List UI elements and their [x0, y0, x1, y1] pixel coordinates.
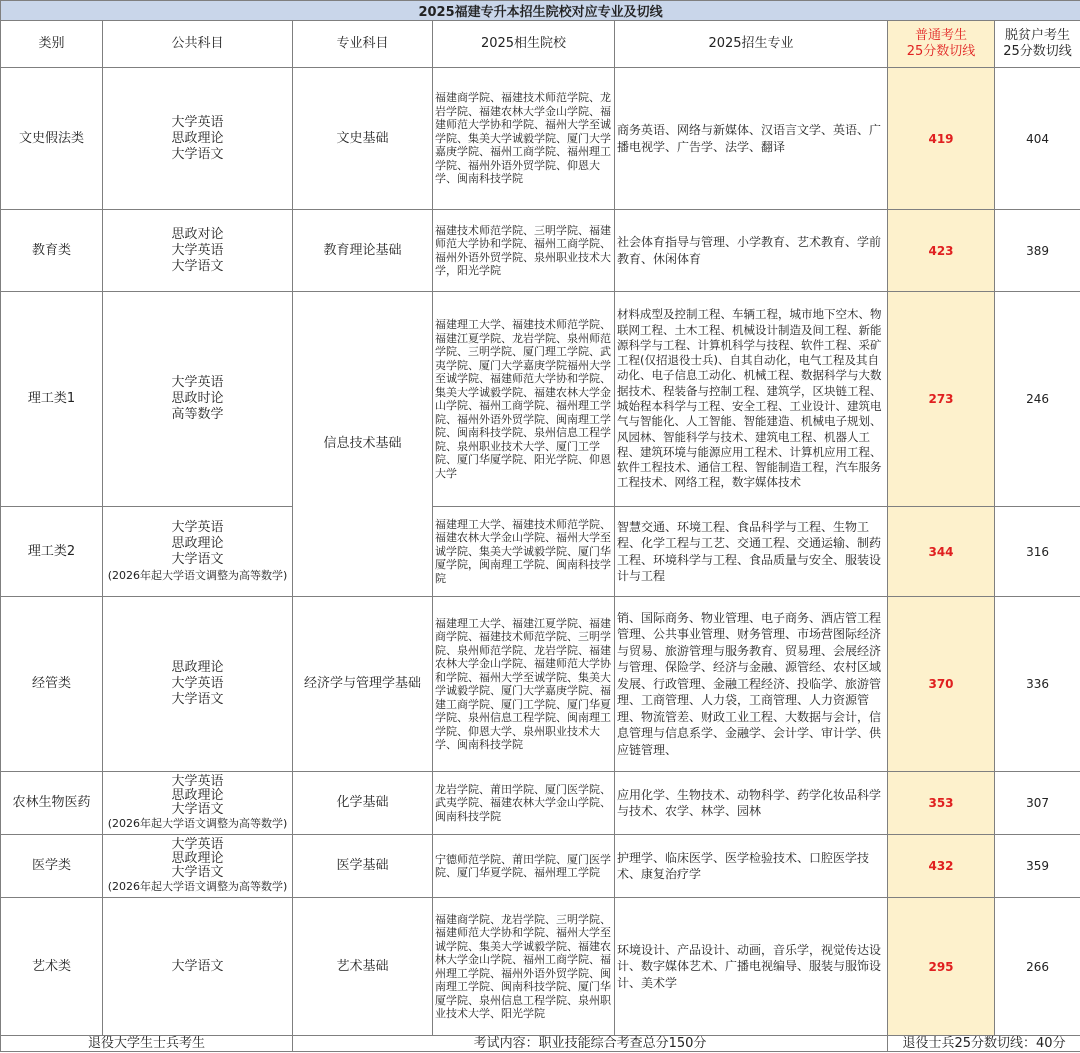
normal-cutoff-cell: 419 — [888, 68, 995, 210]
majors-cell: 智慧交通、环境工程、食品科学与工程、生物工程、化学工程与工艺、交通工程、交通运输、制药工程、环境科学与工程、食品质量与安全、服装设计与工程 — [615, 507, 888, 597]
public-subjects-cell: 思政对论 大学英语 大学语文 — [103, 210, 293, 292]
table-row — [1, 507, 1080, 597]
normal-cutoff-cell: 432 — [888, 835, 995, 898]
public-subjects-cell: 大学英语 思政理论 大学语文 (2026年起大学语文调整为高等数学) — [103, 835, 293, 898]
table-row — [1, 597, 1080, 772]
category-cell: 教育类 — [1, 210, 103, 292]
normal-cutoff-cell: 344 — [888, 507, 995, 597]
major-subject-cell: 经济学与管理学基础 — [293, 597, 433, 772]
schools-cell: 龙岩学院、莆田学院、厦门医学院、武夷学院、福建农林大学金山学院、闽南科技学院 — [433, 772, 615, 835]
table-row — [1, 835, 1080, 898]
footer-row — [1, 1036, 1080, 1052]
title-row — [1, 1, 1080, 21]
table-title: 2025福建专升本招生院校对应专业及切线 — [1, 1, 1080, 21]
major-subject-cell: 艺术基础 — [293, 898, 433, 1036]
category-cell: 艺术类 — [1, 898, 103, 1036]
public-subjects-cell: 思政理论 大学英语 大学语文 — [103, 597, 293, 772]
category-cell: 农林生物医药 — [1, 772, 103, 835]
header-normal-cutoff: 普通考生 25分数切线 — [888, 21, 995, 68]
header-majors: 2025招生专业 — [615, 21, 888, 68]
schools-cell: 宁德师范学院、莆田学院、厦门医学院、厦门华夏学院、福州理工学院 — [433, 835, 615, 898]
category-cell: 理工类1 — [1, 292, 103, 507]
schools-cell: 福建理工大学、福建技术师范学院、福建农林大学金山学院、福州大学至诚学院、集美大学诚毅学院、厦门华厦学院，闽南理工学院、闽南科技学院 — [433, 507, 615, 597]
poverty-cutoff-cell: 359 — [995, 835, 1080, 898]
majors-cell: 环境设计、产品设计、动画，音乐学，视觉传达设计、数字媒体艺术、广播电视编导、服装与服饰设计、美术学 — [615, 898, 888, 1036]
public-subjects-cell: 大学语文 — [103, 898, 293, 1036]
major-subject-cell: 化学基础 — [293, 772, 433, 835]
majors-cell: 应用化学、生物技术、动物科学、药学化妆品科学与技术、农学、林学、园林 — [615, 772, 888, 835]
poverty-cutoff-cell: 316 — [995, 507, 1080, 597]
category-cell: 医学类 — [1, 835, 103, 898]
table-row — [1, 898, 1080, 1036]
normal-cutoff-cell: 353 — [888, 772, 995, 835]
poverty-cutoff-cell: 336 — [995, 597, 1080, 772]
major-subject-cell: 文史基础 — [293, 68, 433, 210]
table-row — [1, 292, 1080, 507]
table-row — [1, 210, 1080, 292]
schools-cell: 福建商学院、龙岩学院、三明学院、福建师范大学协和学院、福州大学至诚学院、集美大学诚毅学院、福建农林大学金山学院、福州工商学院、福州理工学院、福州外语外贸学院、闽南理工学院、闽南科技学院、厦门华厦学院、泉州信息工程学院、泉州职业技术大学、阳光学院 — [433, 898, 615, 1036]
public-subjects-cell: 大学英语 思政理论 大学语文 — [103, 68, 293, 210]
majors-cell: 商务英语、网络与新媒体、汉语言文学、英语、广播电视学、广告学、法学、翻译 — [615, 68, 888, 210]
major-subject-cell: 信息技术基础 — [293, 292, 433, 597]
table-row — [1, 68, 1080, 210]
poverty-cutoff-cell: 404 — [995, 68, 1080, 210]
category-cell: 经管类 — [1, 597, 103, 772]
footer-exam-content: 考试内容：职业技能综合考查总分150分 — [293, 1036, 888, 1052]
public-subjects-cell: 大学英语 思政时论 高等数学 — [103, 292, 293, 507]
header-public-subjects: 公共科目 — [103, 21, 293, 68]
poverty-cutoff-cell: 307 — [995, 772, 1080, 835]
footer-veteran-cutoff: 退役士兵25分数切线：40分 — [888, 1036, 1080, 1052]
table-row — [1, 772, 1080, 835]
major-subject-cell: 医学基础 — [293, 835, 433, 898]
schools-cell: 福建商学院、福建技术师范学院、龙岩学院、福建农林大学金山学院、福建师范大学协和学院、福州大学至诚学院、集美大学诚毅学院、厦门大学嘉庚学院、福州工商学院、福州理工学院、福州外语外贸学院、仰恩大学、闽南科技学院 — [433, 68, 615, 210]
majors-cell: 社会体育指导与管理、小学教育、艺术教育、学前教育、休闲体育 — [615, 210, 888, 292]
schools-cell: 福建技术师范学院、三明学院、福建师范大学协和学院、福州工商学院、福州外语外贸学院、泉州职业技术大学，阳光学院 — [433, 210, 615, 292]
majors-cell: 销、国际商务、物业管理、电子商务、酒店管工程管理、公共事业管理、财务管理、市场营图际经济与贸易、旅游管理与服务教育、贸易理、会展经济与管理、保险学、经济与金融、源管经、农村区域发展、行政管理、金融工程经济、投临学、旅游管理、工商管理、人力袋，工商管理、人力资源管理、物流管差、财政工业工程、大数据与会计，信息管理与信息系学、金融学、会计学、审计学、供应链管理、 — [615, 597, 888, 772]
normal-cutoff-cell: 370 — [888, 597, 995, 772]
header-poverty-cutoff: 脱贫户考生 25分数切线 — [995, 21, 1080, 68]
header-category: 类别 — [1, 21, 103, 68]
header-schools: 2025相生院校 — [433, 21, 615, 68]
normal-cutoff-cell: 423 — [888, 210, 995, 292]
header-major-subject: 专业科目 — [293, 21, 433, 68]
normal-cutoff-cell: 273 — [888, 292, 995, 507]
schools-cell: 福建理工大学、福建江夏学院、福建商学院、福建技术师范学院、三明学院、泉州师范学院、龙岩学院、福建农林大学金山学院、福建师范大学协和学院、福州大学至诚学院、集美大学诚毅学院、厦门大学嘉庚学院、福建工商学院、厦门工学院、厦门华夏学院、泉州信息工程学院、闽南理工学院、仰恩大学、泉州职业技术大学、闽南科技学院 — [433, 597, 615, 772]
poverty-cutoff-cell: 246 — [995, 292, 1080, 507]
public-subjects-cell: 大学英语 思政理论 大学语文 (2026年起大学语文调整为高等数学) — [103, 507, 293, 597]
footer-veteran-label: 退役大学生士兵考生 — [1, 1036, 293, 1052]
schools-cell: 福建理工大学、福建技术师范学院、福建江夏学院、龙岩学院、泉州师范学院、三明学院、厦门理工学院、武夷学院、厦门大学嘉庚学院福州大学至诚学院、福建师范大学协和学院、集美大学诚毅学院、福建农林大学金山学院、福州工商学院、福州理工学院、福州外语外贸学院、闽南理工学院、闽南科技学院、泉州信息工程学院、泉州职业技术大学、厦门工学院、厦门华厦学院、阳光学院、仰恩大学 — [433, 292, 615, 507]
normal-cutoff-cell: 295 — [888, 898, 995, 1036]
poverty-cutoff-cell: 389 — [995, 210, 1080, 292]
majors-cell: 材料成型及控制工程、车辆工程，城市地下空木、物联网工程、土木工程、机械设计制造及间工程、新能源科学与工程、计算机科学与技程、软件工程、采矿工程(仅招退役士兵)、自其自动化，电气工程及其自动化、电子信息工动化、机械工程、数据科学与大数据技术、程装备与控制工程、建筑学，区块链工程、城始程本科学与工程、安全工程、工业设计、建筑电气与智能化、人工智能、智能建造、机械电子规划、风园林、智能科学与技术、建筑电工程、机器人工程、建筑环境与能源应用工程术、计算机应用工程、软件工程技术、通信工程、智能制造工程，汽车服务工程技术、网络工程，数字媒体技术 — [615, 292, 888, 507]
poverty-cutoff-cell: 266 — [995, 898, 1080, 1036]
public-subjects-cell: 大学英语 思政理论 大学语文 (2026年起大学语文调整为高等数学) — [103, 772, 293, 835]
header-row — [1, 21, 1080, 68]
major-subject-cell: 教育理论基础 — [293, 210, 433, 292]
category-cell: 理工类2 — [1, 507, 103, 597]
category-cell: 文史假法类 — [1, 68, 103, 210]
majors-cell: 护理学、临床医学、医学检验技术、口腔医学技术、康复治疗学 — [615, 835, 888, 898]
